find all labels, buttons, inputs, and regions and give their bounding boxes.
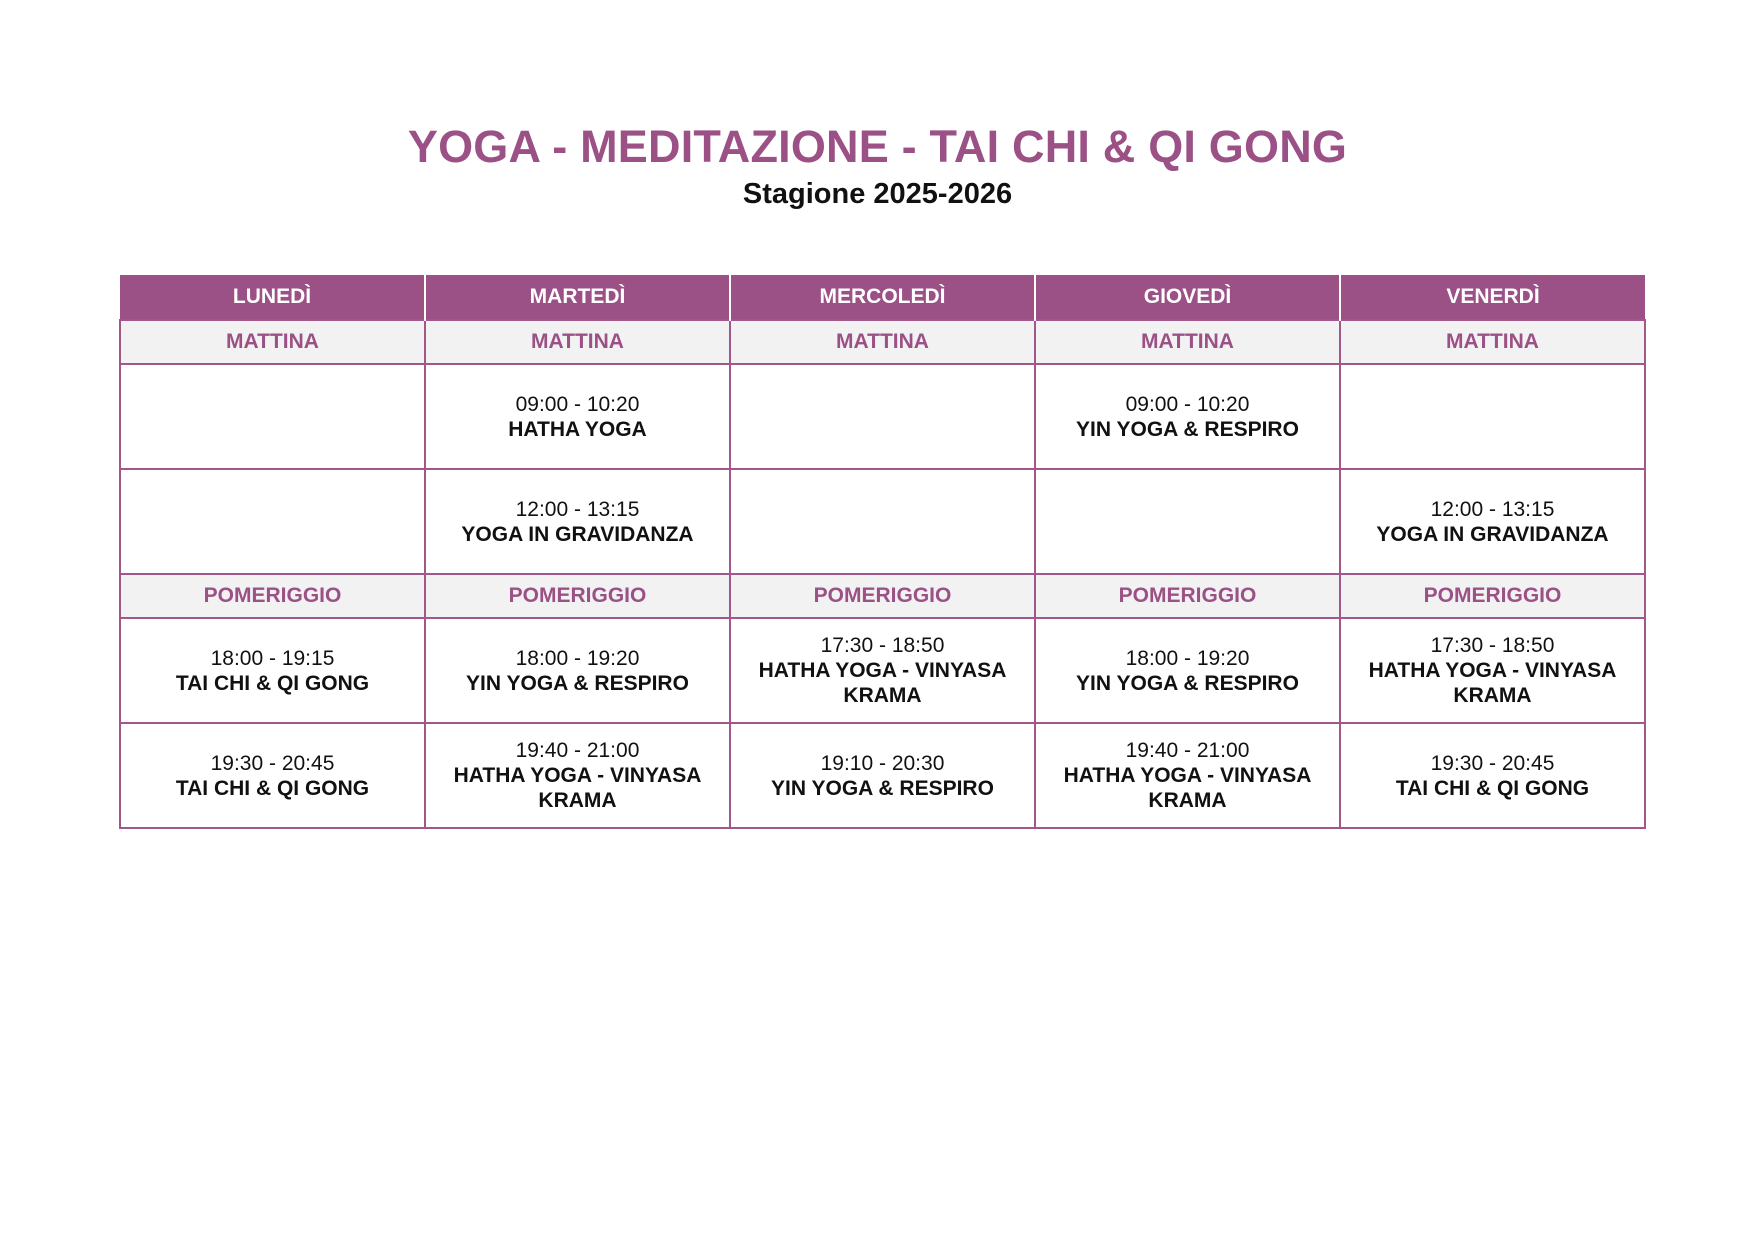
schedule-cell xyxy=(1340,469,1645,574)
day-header-row xyxy=(120,275,1645,320)
period-label-morning: MATTINA xyxy=(730,320,1035,364)
day-header-wednesday: MERCOLEDÌ xyxy=(730,275,1035,320)
slot-class: HATHA YOGA xyxy=(508,417,647,441)
period-label-afternoon: POMERIGGIO xyxy=(1035,574,1340,618)
period-label-morning: MATTINA xyxy=(1340,320,1645,364)
schedule-cell xyxy=(425,364,730,469)
period-label-morning: MATTINA xyxy=(120,320,425,364)
slot-time: 18:00 - 19:20 xyxy=(515,646,640,670)
day-header-monday: LUNEDÌ xyxy=(120,275,425,320)
slot-time: 09:00 - 10:20 xyxy=(1125,392,1250,416)
slot-time: 19:30 - 20:45 xyxy=(210,751,335,775)
slot-class: HATHA YOGA - VINYASA KRAMA xyxy=(1063,764,1312,812)
schedule-cell xyxy=(730,618,1035,723)
schedule-cell xyxy=(730,723,1035,828)
slot-time: 09:00 - 10:20 xyxy=(515,392,640,416)
slot-time: 17:30 - 18:50 xyxy=(1430,634,1555,657)
schedule-cell xyxy=(1340,364,1645,469)
afternoon-slot-row-2 xyxy=(120,723,1645,828)
slot-class: YIN YOGA & RESPIRO xyxy=(1076,417,1299,441)
season-subtitle: Stagione 2025-2026 xyxy=(742,178,1013,210)
schedule-cell xyxy=(120,469,425,574)
page-header xyxy=(0,118,1755,212)
slot-class: YIN YOGA & RESPIRO xyxy=(771,776,994,800)
morning-slot-row-2 xyxy=(120,469,1645,574)
period-label-morning: MATTINA xyxy=(425,320,730,364)
slot-time: 18:00 - 19:20 xyxy=(1125,646,1250,670)
slot-time: 18:00 - 19:15 xyxy=(210,646,335,670)
slot-class: HATHA YOGA - VINYASA KRAMA xyxy=(758,659,1007,707)
schedule-cell xyxy=(1035,618,1340,723)
slot-time: 17:30 - 18:50 xyxy=(820,634,945,657)
schedule-cell xyxy=(730,469,1035,574)
schedule-cell xyxy=(1035,364,1340,469)
schedule-cell xyxy=(425,723,730,828)
weekly-schedule-table xyxy=(119,275,1646,829)
slot-time: 19:40 - 21:00 xyxy=(1125,739,1250,762)
period-label-afternoon: POMERIGGIO xyxy=(120,574,425,618)
morning-slot-row-1 xyxy=(120,364,1645,469)
day-header-friday: VENERDÌ xyxy=(1340,275,1645,320)
schedule-cell xyxy=(425,618,730,723)
slot-class: TAI CHI & QI GONG xyxy=(175,776,370,800)
schedule-cell xyxy=(1340,618,1645,723)
afternoon-period-row xyxy=(120,574,1645,618)
schedule-cell xyxy=(1340,723,1645,828)
schedule-cell xyxy=(1035,469,1340,574)
schedule-cell xyxy=(1035,723,1340,828)
schedule-cell xyxy=(730,364,1035,469)
slot-time: 19:10 - 20:30 xyxy=(820,751,945,775)
day-header-thursday: GIOVEDÌ xyxy=(1035,275,1340,320)
slot-time: 19:30 - 20:45 xyxy=(1430,751,1555,775)
schedule-cell xyxy=(425,469,730,574)
slot-class: YOGA IN GRAVIDANZA xyxy=(461,522,694,546)
period-label-morning: MATTINA xyxy=(1035,320,1340,364)
slot-class: YIN YOGA & RESPIRO xyxy=(466,671,689,695)
slot-class: TAI CHI & QI GONG xyxy=(175,671,370,695)
slot-class: TAI CHI & QI GONG xyxy=(1395,776,1590,800)
slot-time: 12:00 - 13:15 xyxy=(1430,497,1555,521)
morning-period-row xyxy=(120,320,1645,364)
schedule-cell xyxy=(120,618,425,723)
slot-class: YIN YOGA & RESPIRO xyxy=(1076,671,1299,695)
period-label-afternoon: POMERIGGIO xyxy=(425,574,730,618)
period-label-afternoon: POMERIGGIO xyxy=(730,574,1035,618)
schedule-cell xyxy=(120,723,425,828)
afternoon-slot-row-1 xyxy=(120,618,1645,723)
day-header-tuesday: MARTEDÌ xyxy=(425,275,730,320)
slot-class: YOGA IN GRAVIDANZA xyxy=(1376,522,1609,546)
slot-time: 12:00 - 13:15 xyxy=(515,497,640,521)
slot-time: 19:40 - 21:00 xyxy=(515,739,640,762)
slot-class: HATHA YOGA - VINYASA KRAMA xyxy=(453,764,702,812)
page-title: YOGA - MEDITAZIONE - TAI CHI & QI GONG xyxy=(407,121,1348,172)
schedule-cell xyxy=(120,364,425,469)
slot-class: HATHA YOGA - VINYASA KRAMA xyxy=(1368,659,1617,707)
period-label-afternoon: POMERIGGIO xyxy=(1340,574,1645,618)
